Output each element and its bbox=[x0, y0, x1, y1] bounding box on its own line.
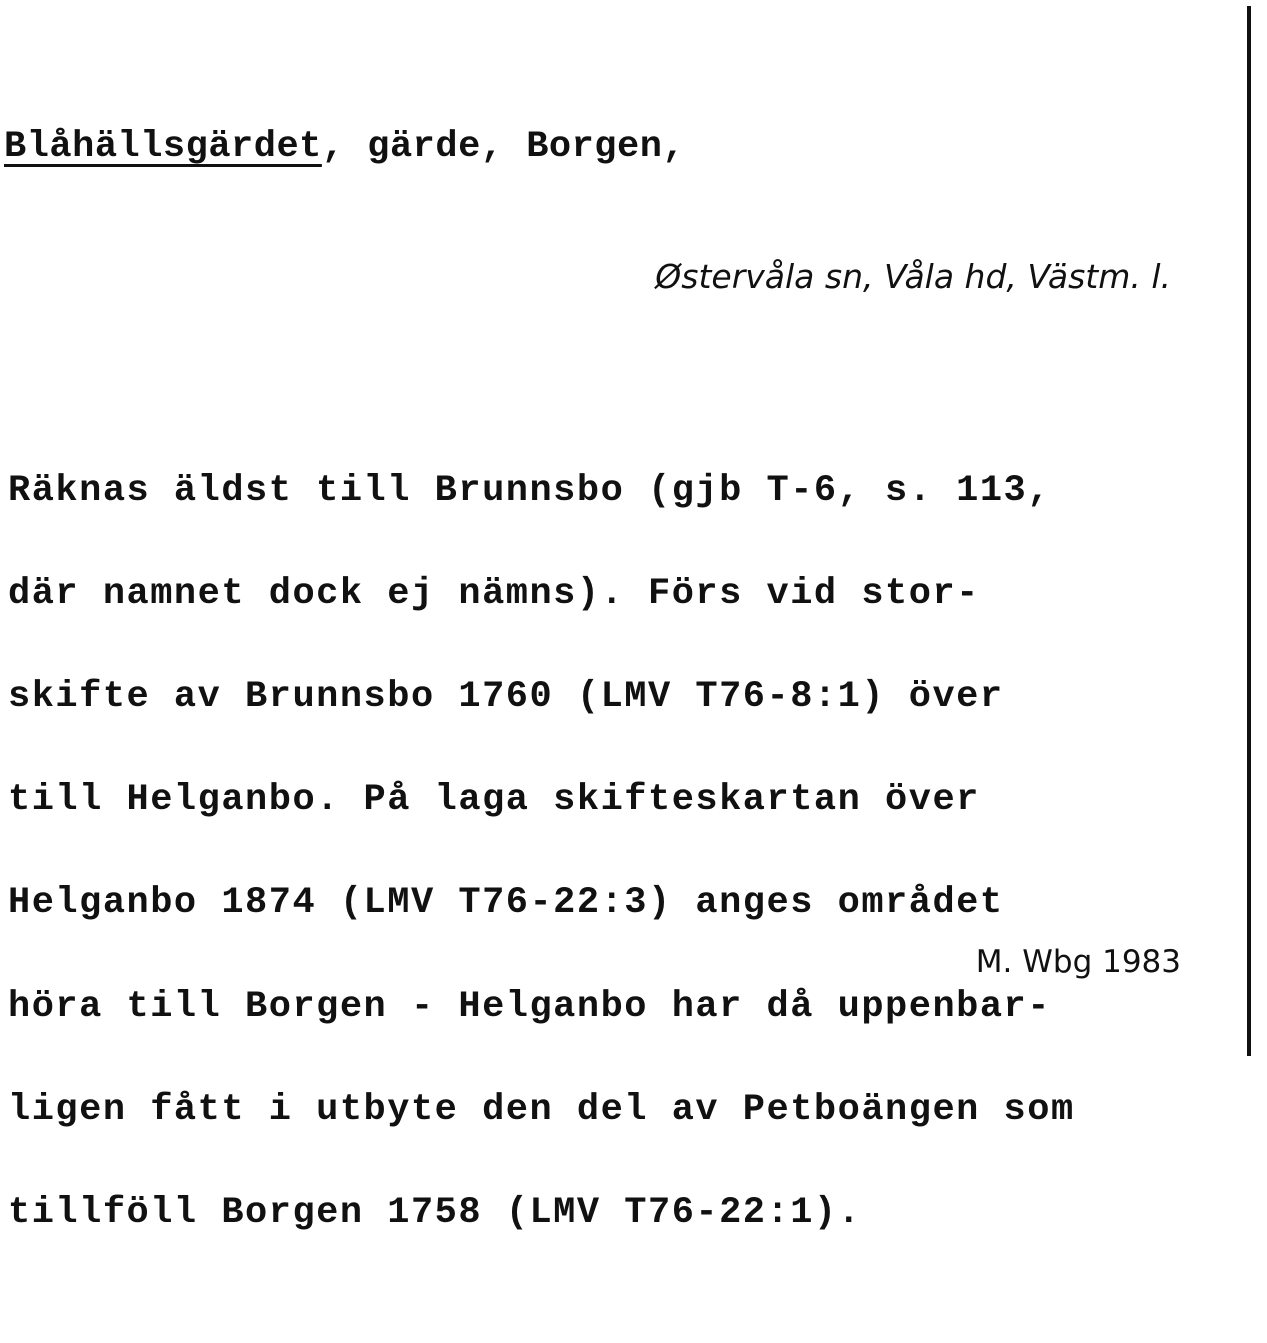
body-line: Helganbo 1874 (LMV T76-22:3) anges området bbox=[8, 882, 1004, 925]
card-edge-line bbox=[1247, 6, 1251, 1056]
headword-description: , gärde, Borgen, bbox=[321, 126, 686, 168]
body-line: till Helganbo. På laga skifteskartan över bbox=[8, 779, 980, 822]
signature: M. Wbg 1983 bbox=[975, 944, 1181, 980]
body-line: höra till Borgen - Helganbo har då uppenbar- bbox=[8, 985, 1051, 1028]
body-line: skifte av Brunnsbo 1760 (LMV T76-8:1) över bbox=[8, 675, 1004, 718]
body-line: ligen fått i utbyte den del av Petboängen som bbox=[8, 1088, 1075, 1131]
body-line: tillföll Borgen 1758 (LMV T76-22:1). bbox=[8, 1191, 862, 1234]
headword: Blåhällsgärdet bbox=[4, 126, 322, 168]
location-line: Østervåla sn, Våla hd, Västm. l. bbox=[655, 257, 1171, 296]
headword-line bbox=[4, 122, 685, 172]
body-line: där namnet dock ej nämns). Förs vid stor- bbox=[8, 572, 980, 615]
entry-body bbox=[8, 414, 1238, 1343]
body-line: Räknas äldst till Brunnsbo (gjb T-6, s. 113, bbox=[8, 469, 1051, 512]
